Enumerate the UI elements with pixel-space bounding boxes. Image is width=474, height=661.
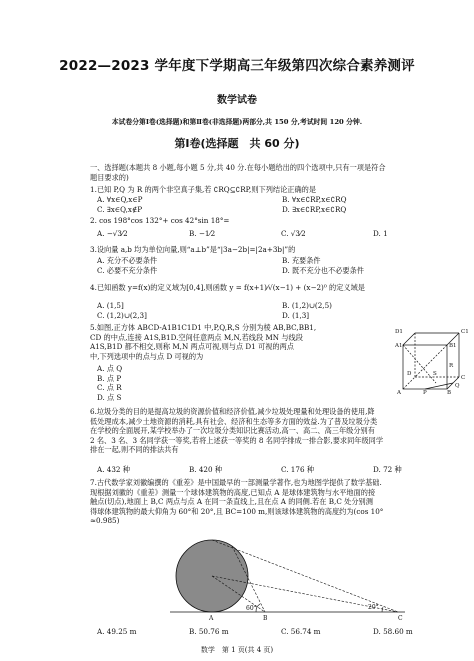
cube-label-a1: A1 xyxy=(395,343,403,349)
question-1-stem: 1.已知 P,Q 为 R 的两个非空真子集,若 ∁RQ⊆∁RP,则下列结论正确的是 xyxy=(90,185,317,194)
question-1-option-c[interactable]: C. ∃x∈Q,x∉P xyxy=(97,205,143,214)
sphere-label-a: A xyxy=(209,615,214,622)
question-1-option-d[interactable]: D. ∃x∈∁RP,x∈∁RQ xyxy=(282,205,347,214)
cube-front-face xyxy=(403,345,447,389)
question-5-stem xyxy=(90,323,390,361)
question-1-option-b[interactable]: B. ∀x∈∁RP,x∈∁RQ xyxy=(282,195,347,204)
question-2-options xyxy=(97,229,467,239)
question-2-stem: 2. cos 198°cos 132°+ cos 42°sin 18°= xyxy=(90,216,230,225)
exam-info: 本试卷分第Ⅰ卷(选择题)和第Ⅱ卷(非选择题)两部分,共 150 分,考试时间 120 分钟. xyxy=(111,118,363,126)
question-5-option-b[interactable]: B. 点 P xyxy=(97,373,122,383)
cube-label-b1: B1 xyxy=(449,343,457,349)
question-2-option-a[interactable]: A. −√3⁄2 xyxy=(97,229,128,238)
question-2-option-c[interactable]: C. √3⁄2 xyxy=(281,229,306,238)
question-3-option-d[interactable]: D. 既不充分也不必要条件 xyxy=(282,266,364,275)
question-1-options-row-2 xyxy=(97,205,467,215)
question-3-options-row-1 xyxy=(97,256,467,266)
question-6-option-d[interactable]: D. 72 种 xyxy=(373,465,402,474)
cube-label-d1: D1 xyxy=(395,329,403,335)
question-7-line-5: ≈0.985) xyxy=(90,516,120,525)
question-5-option-a[interactable]: A. 点 Q xyxy=(97,364,123,373)
cube-label-p: P xyxy=(423,390,427,396)
intro-line-2: 题目要求的) xyxy=(90,172,129,182)
question-6-line-1: 6.垃圾分类的目的是提高垃圾的资源价值和经济价值,减少垃圾处理量和处理设备的使用,降 xyxy=(90,407,375,416)
question-1-option-a[interactable]: A. ∀x∈Q,x∈P xyxy=(97,195,143,204)
question-7-line-2: 现根据刘徽的《重差》测量一个球体建筑物的高度,已知点 A 是球体建筑物与水平地面的接 xyxy=(90,487,376,497)
question-7-stem xyxy=(90,478,465,526)
question-5-option-c[interactable]: C. 点 R xyxy=(97,383,122,392)
angle-60-label: 60° xyxy=(246,605,257,612)
question-7-options xyxy=(97,627,467,637)
cube-label-c1: C1 xyxy=(461,329,469,335)
question-4-option-d[interactable]: D. (1,3] xyxy=(282,311,310,320)
question-2-option-d[interactable]: D. 1 xyxy=(373,229,388,238)
question-5-line-1: 5.如图,正方体 ABCD-A1B1C1D1 中,P,Q,R,S 分别为棱 AB,BC,BB1, xyxy=(90,323,317,332)
question-5-line-2: CD 的中点,连接 A1S,B1D.空间任意两点 M,N,若线段 MN 与线段 xyxy=(90,332,303,342)
page-footer: 数学 第 1 页(共 4 页) xyxy=(200,646,274,654)
question-6-line-4: 2 名、3 名、3 名同学获一等奖,若将上述获一等奖的 8 名同学排成一排合影,要求同年级同学 xyxy=(90,435,384,445)
question-7-option-b[interactable]: B. 50.76 m xyxy=(189,627,229,636)
question-6-options xyxy=(97,465,467,475)
question-5-line-3: A1S,B1D 都不相交,则称 M,N 两点可视,则与点 D1 可视的两点 xyxy=(90,342,294,351)
question-4-option-a[interactable]: A. (1,5] xyxy=(97,301,124,310)
sphere-label-b: B xyxy=(263,615,268,622)
angle-20-label: 20° xyxy=(368,604,379,611)
question-6-option-b[interactable]: B. 420 种 xyxy=(189,465,223,474)
question-5-option-d[interactable]: D. 点 S xyxy=(97,392,122,402)
question-4-stem: 4.已知函数 y=f(x)的定义域为[0,4],则函数 y = f(x+1)⁄√(x−1) + (x−2)⁰ 的定义域是 xyxy=(90,283,365,292)
question-4-options-row-2 xyxy=(97,311,467,321)
sphere-label-c: C xyxy=(398,615,403,622)
question-1-options-row-1 xyxy=(97,195,467,205)
cube-label-r: R xyxy=(449,363,454,369)
question-7-option-d[interactable]: D. 58.60 m xyxy=(373,627,413,636)
exam-title: 2022—2023 学年度下学期高三年级第四次综合素养测评 xyxy=(59,58,415,74)
question-4-options-row-1 xyxy=(97,301,467,311)
cube-label-s: S xyxy=(433,371,437,377)
question-7-line-3: 触点(切点),地面上 B,C 两点与点 A 在同一条直线上,且在点 A 的同侧.若在 B,C 处分别测 xyxy=(90,497,373,506)
cube-label-d: D xyxy=(407,371,412,377)
question-6-stem xyxy=(90,407,465,455)
cube-label-q: Q xyxy=(455,383,460,389)
question-2-option-b[interactable]: B. −1⁄2 xyxy=(189,229,216,238)
question-5-line-4: 中,下列选项中的点与点 D 可视的为 xyxy=(90,351,204,361)
question-4-option-b[interactable]: B. (1,2)∪(2,5) xyxy=(282,301,332,310)
sphere-building-figure xyxy=(170,538,420,622)
question-7-option-a[interactable]: A. 49.25 m xyxy=(97,627,137,636)
question-4-option-c[interactable]: C. (1,2)∪(2,3] xyxy=(97,311,147,320)
question-7-option-c[interactable]: C. 56.74 m xyxy=(281,627,321,636)
question-6-line-5: 排在一起,则不同的排法共有 xyxy=(90,445,179,454)
question-7-line-1: 7.古代数学家刘徽编撰的《重差》是中国最早的一部测量学著作,也为地图学提供了数学基础. xyxy=(90,478,382,487)
question-7-line-4: 得球体建筑物的最大仰角为 60°和 20°,且 BC=100 m,则该球体建筑物的高度约为(cos 10° xyxy=(90,506,384,516)
question-3-stem: 3.设向量 a,b 均为单位向量,则“a⊥b”是“|3a−2b|=|2a+3b|”的 xyxy=(90,245,296,254)
cube-label-b: B xyxy=(447,390,452,396)
cube-figure xyxy=(395,325,470,395)
question-6-option-c[interactable]: C. 176 种 xyxy=(281,465,315,474)
question-3-option-a[interactable]: A. 充分不必要条件 xyxy=(97,256,158,265)
section-title: 第Ⅰ卷(选择题 共 60 分) xyxy=(174,137,300,150)
question-3-option-c[interactable]: C. 必要不充分条件 xyxy=(97,266,158,275)
subject-title: 数学试卷 xyxy=(217,95,257,106)
section-intro xyxy=(90,163,465,182)
question-6-line-2: 低处理成本,减少土地资源的消耗,具有社会、经济和生态等多方面的效益.为了普及垃圾分类 xyxy=(90,416,378,426)
cube-label-a: A xyxy=(397,390,401,396)
intro-line-1: 一、选择题(本题共 8 小题,每小题 5 分,共 40 分.在每小题给出的四个选项中,只有一项是符合 xyxy=(90,163,386,172)
question-6-line-3: 在学校的全面展开,某学校举办了一次垃圾分类知识比赛活动,高一、高二、高三年级分别有 xyxy=(90,426,375,435)
cube-label-c: C xyxy=(461,375,466,381)
question-3-options-row-2 xyxy=(97,266,467,276)
question-3-option-b[interactable]: B. 充要条件 xyxy=(282,256,321,265)
question-6-option-a[interactable]: A. 432 种 xyxy=(97,465,130,474)
